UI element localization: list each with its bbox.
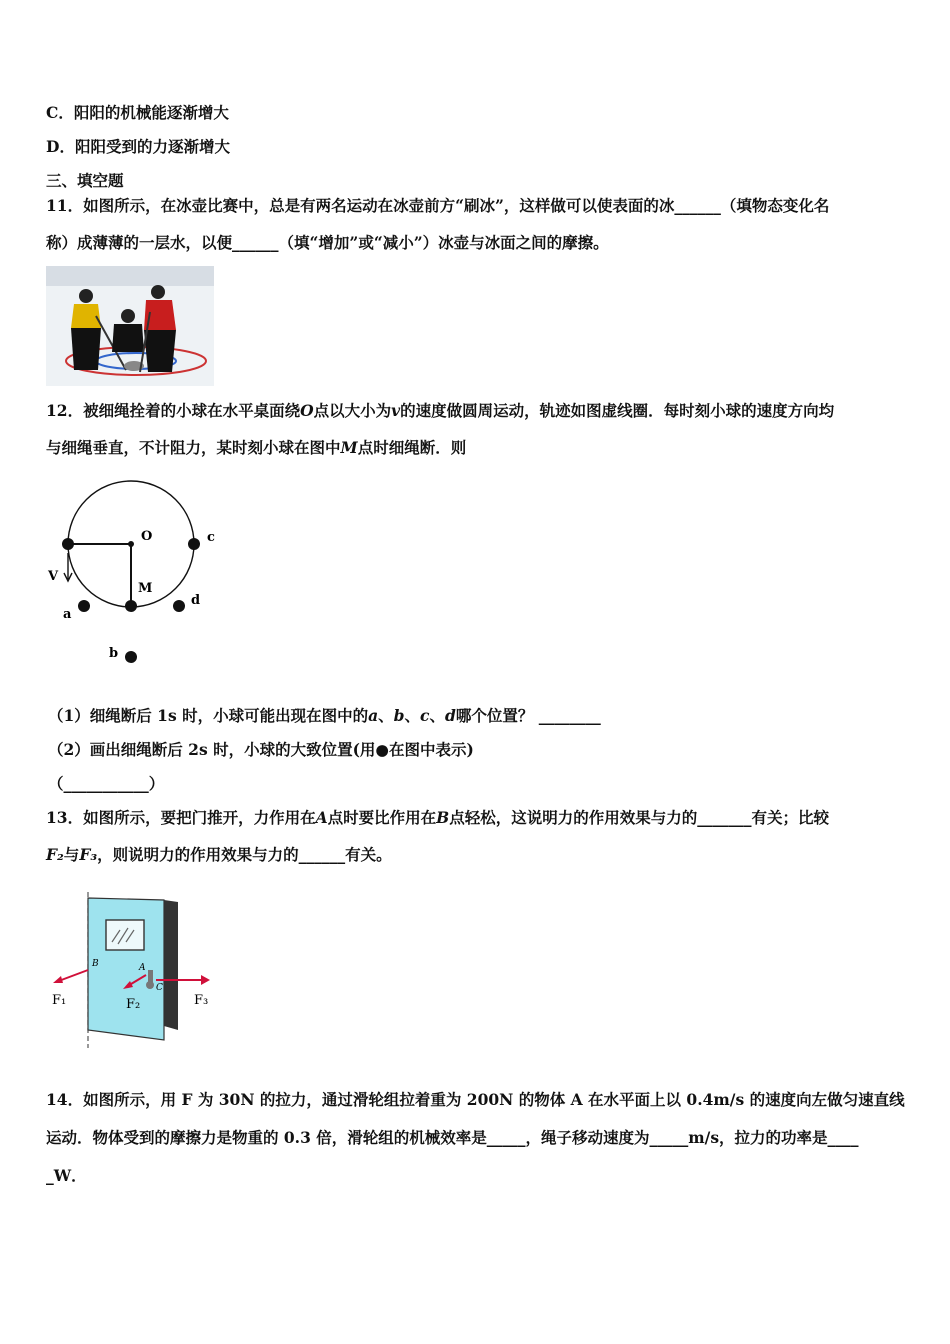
option-d: D．阳阳受到的力逐渐增大	[46, 137, 230, 156]
door-window	[106, 920, 144, 950]
ball-a	[78, 600, 90, 612]
section-heading: 三、填空题	[46, 171, 124, 190]
q14-line3: _W．	[46, 1166, 87, 1185]
q11-line2: 称）成薄薄的一层水，以便______（填“增加”或“减小”）冰壶与冰面之间的摩擦。	[46, 233, 609, 252]
label-a-point: A	[139, 963, 146, 973]
label-v: V	[48, 569, 59, 584]
label-c-point: C	[156, 983, 163, 993]
q12-sub3: （___________）	[48, 774, 165, 793]
label-b: b	[109, 646, 119, 661]
q11-line1: 11．如图所示，在冰壶比赛中，总是有两名运动在冰壶前方“刷冰”，这样做可以使表面的冰______（填物态变化名	[46, 196, 830, 215]
option-c: C．阳阳的机械能逐渐增大	[46, 103, 229, 122]
label-f3: F₃	[194, 993, 209, 1008]
ball-c	[188, 538, 200, 550]
q12-sub1: （1）细绳断后 1s 时，小球可能出现在图中的a、b、c、d哪个位置？ ________	[48, 706, 601, 725]
label-d: d	[191, 593, 201, 608]
door-diagram	[46, 890, 216, 1050]
door-panel	[88, 898, 164, 1040]
circular-motion-diagram	[40, 475, 230, 675]
q13-line1: 13．如图所示，要把门推开，力作用在A点时要比作用在B点轻松，这说明力的作用效果与力的_______有关；比较	[46, 808, 829, 827]
curling-photo	[46, 266, 214, 386]
label-o: O	[141, 529, 153, 544]
ball-b	[125, 651, 137, 663]
ball-left	[62, 538, 74, 550]
q12-sub2: （2）画出细绳断后 2s 时，小球的大致位置(用●在图中表示)	[48, 740, 474, 759]
q14-line1: 14．如图所示，用 F 为 30N 的拉力，通过滑轮组拉着重为 200N 的物体 A 在水平面上以 0.4m/s 的速度向左做匀速直线	[46, 1090, 905, 1109]
q13-line2: F₂与F₃，则说明力的作用效果与力的______有关。	[46, 845, 392, 864]
label-f1: F₁	[52, 993, 67, 1008]
q12-line1: 12．被细绳拴着的小球在水平桌面绕O点以大小为v的速度做圆周运动，轨迹如图虚线圈．每时刻小球的速度方向均	[46, 401, 835, 420]
ball-d	[173, 600, 185, 612]
label-b-point: B	[92, 959, 99, 969]
label-a: a	[63, 607, 72, 622]
q12-line2: 与细绳垂直，不计阻力，某时刻小球在图中M点时细绳断．则	[46, 438, 467, 457]
label-m: M	[138, 581, 153, 596]
ball-m	[125, 600, 137, 612]
label-c: c	[207, 530, 215, 545]
label-f2: F₂	[126, 997, 141, 1012]
q14-line2: 运动．物体受到的摩擦力是物重的 0.3 倍，滑轮组的机械效率是_____，绳子移动速度为_____m/s，拉力的功率是____	[46, 1128, 859, 1147]
